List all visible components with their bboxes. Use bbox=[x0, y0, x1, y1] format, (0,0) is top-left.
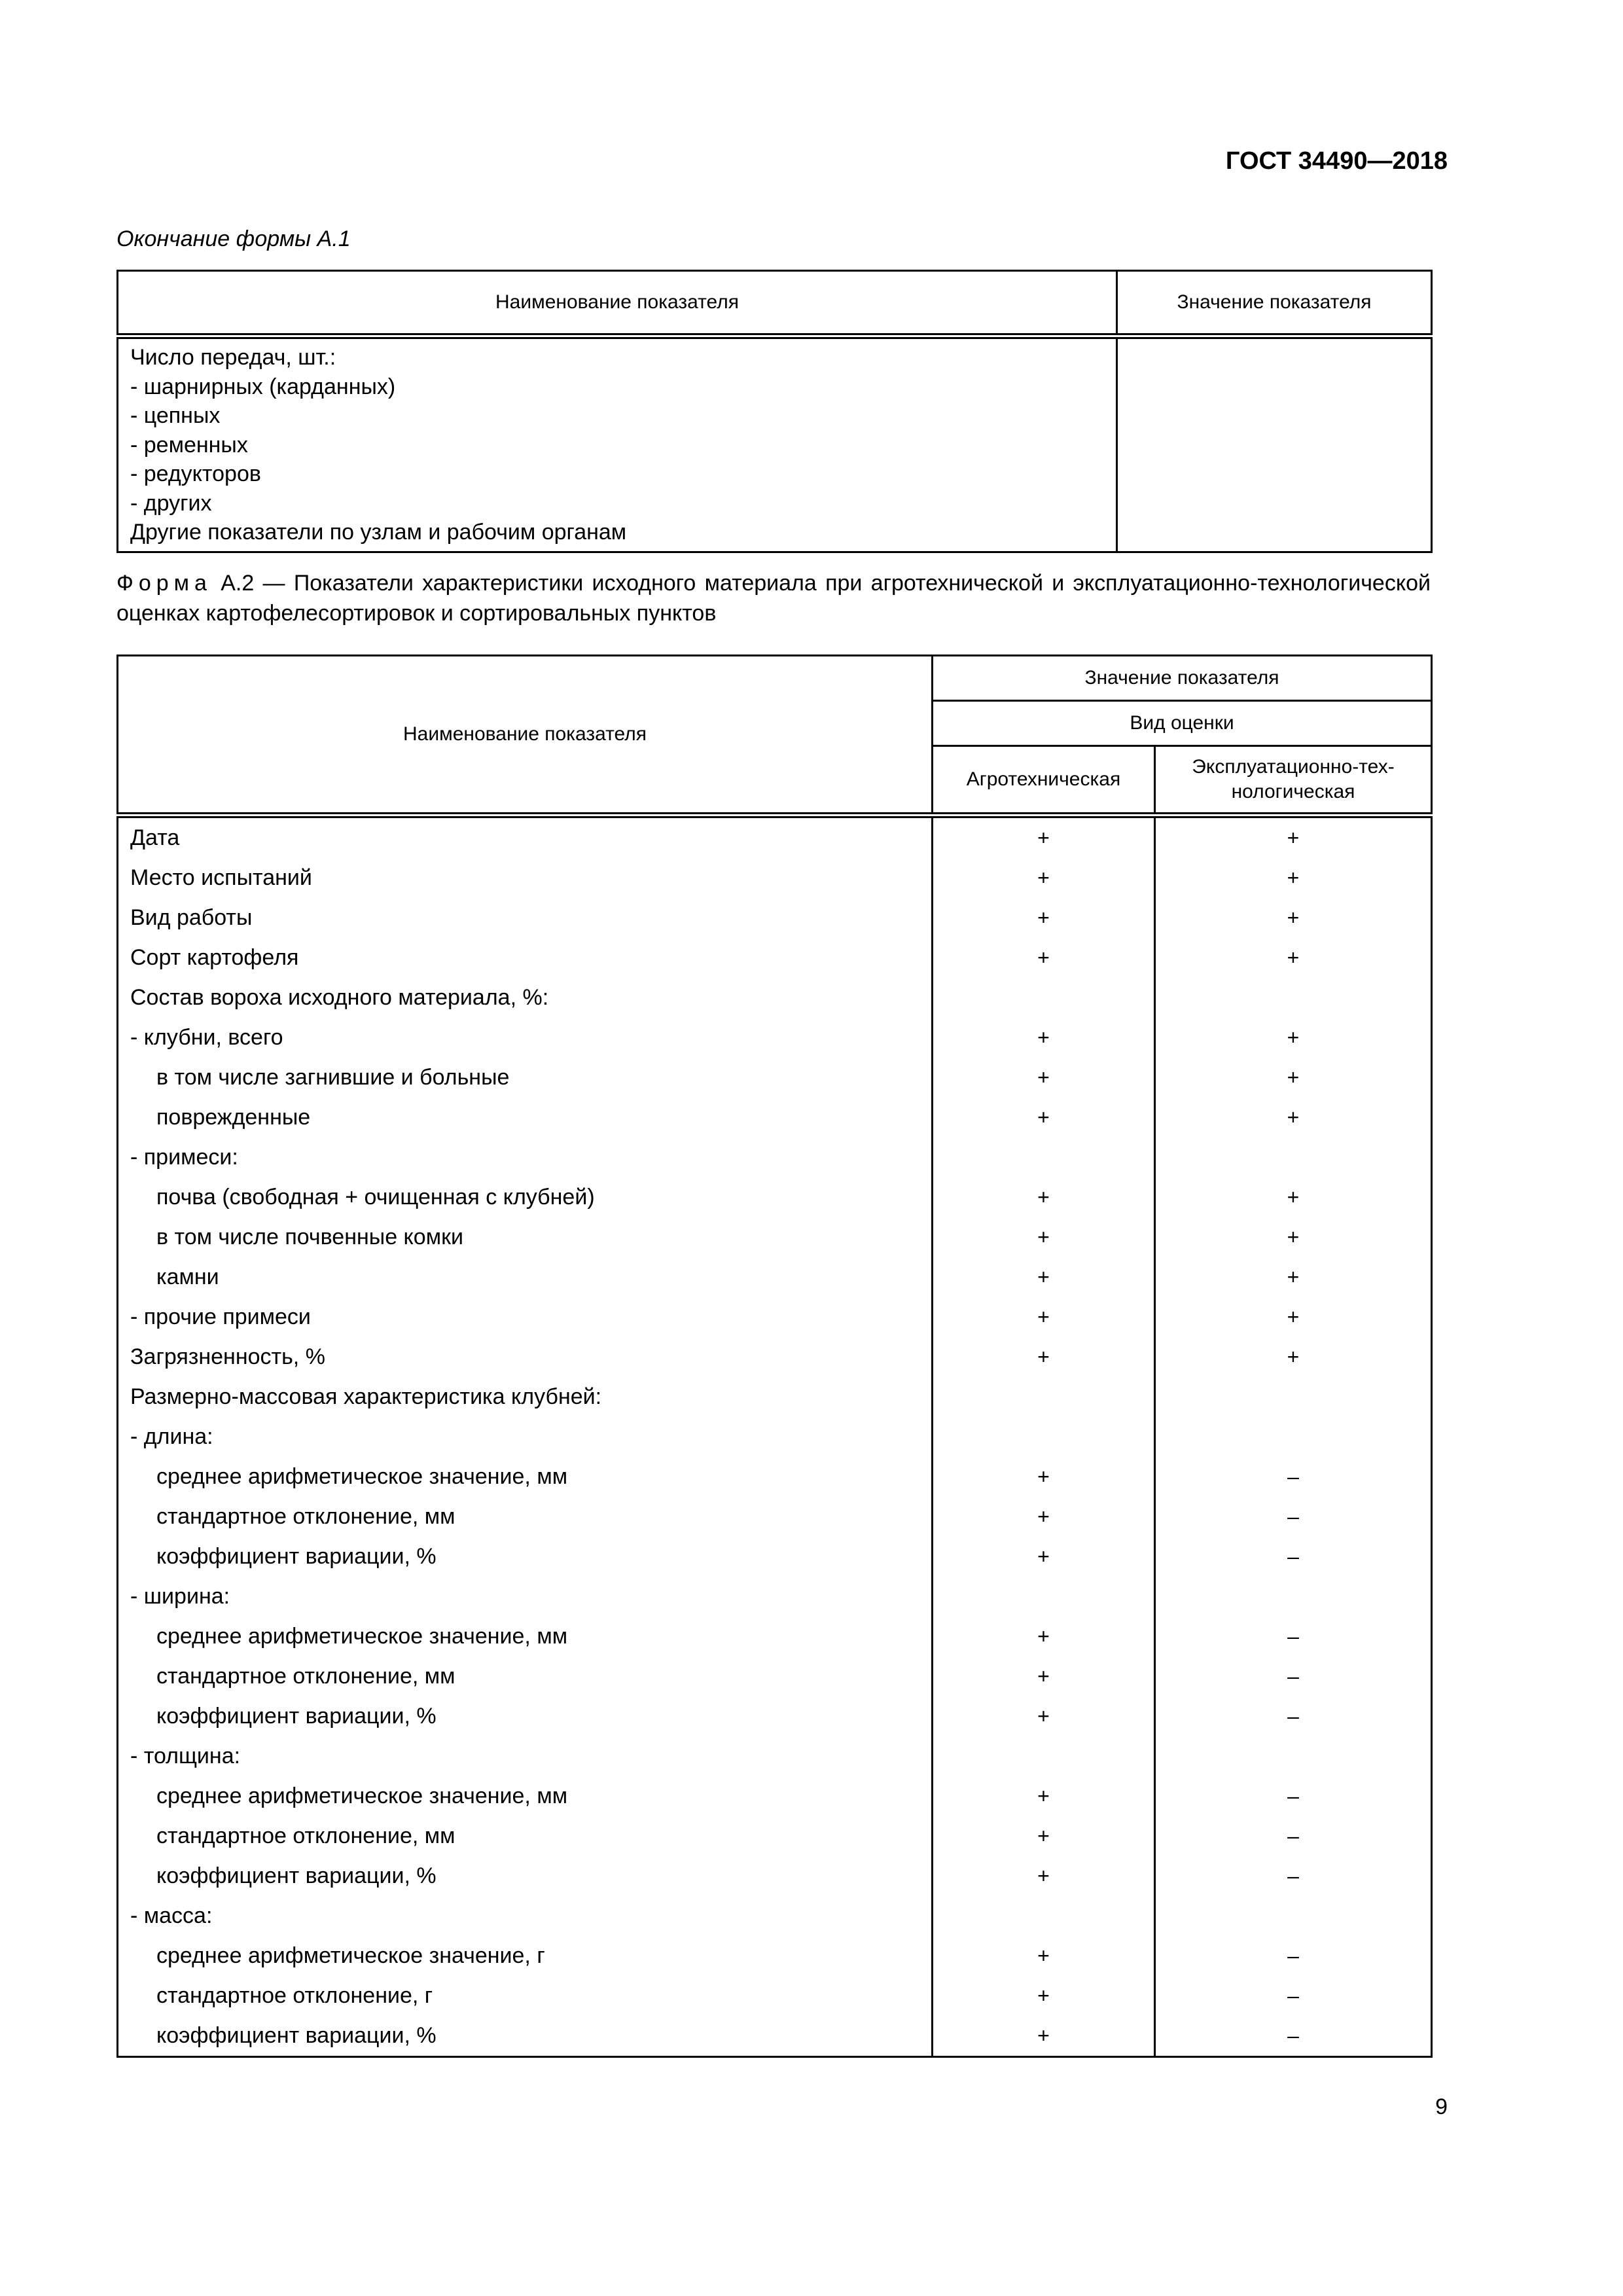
table-row bbox=[118, 1177, 1432, 1217]
operational-mark-cell bbox=[1155, 1138, 1432, 1177]
agrotechnical-mark-cell: + bbox=[933, 1217, 1155, 1257]
indicator-name-cell: коэффициент вариации, % bbox=[118, 1696, 933, 1736]
agrotechnical-mark-cell: + bbox=[933, 898, 1155, 938]
operational-mark-cell bbox=[1155, 978, 1432, 1018]
indicator-name-cell: - толщина: bbox=[118, 1736, 933, 1776]
table-row bbox=[118, 1936, 1432, 1976]
operational-mark-cell: + bbox=[1155, 1098, 1432, 1138]
agrotechnical-mark-cell bbox=[933, 978, 1155, 1018]
table-row bbox=[118, 1856, 1432, 1896]
operational-mark-cell: – bbox=[1155, 1696, 1432, 1736]
operational-mark-cell: – bbox=[1155, 1936, 1432, 1976]
table-row bbox=[118, 1377, 1432, 1417]
table-row bbox=[118, 1816, 1432, 1856]
operational-mark-cell: – bbox=[1155, 1856, 1432, 1896]
agrotechnical-mark-cell: + bbox=[933, 1657, 1155, 1696]
indicator-name-cell: среднее арифметическое значение, мм bbox=[118, 1617, 933, 1657]
operational-mark-cell: + bbox=[1155, 1257, 1432, 1297]
indicator-name-cell: коэффициент вариации, % bbox=[118, 1856, 933, 1896]
operational-mark-cell bbox=[1155, 1417, 1432, 1457]
table-row bbox=[118, 1776, 1432, 1816]
indicator-name-cell: Размерно-массовая характеристика клубней: bbox=[118, 1377, 933, 1417]
indicator-name-cell: среднее арифметическое значение, мм bbox=[118, 1457, 933, 1497]
agrotechnical-mark-cell bbox=[933, 1138, 1155, 1177]
form-label: Форма bbox=[116, 571, 212, 596]
form-a2-caption bbox=[116, 568, 1431, 628]
indicator-name-cell: Место испытаний bbox=[118, 858, 933, 898]
table-row bbox=[118, 1138, 1432, 1177]
indicator-line: Число передач, шт.: bbox=[130, 345, 336, 370]
table-row bbox=[118, 1257, 1432, 1297]
agrotechnical-mark-cell: + bbox=[933, 1936, 1155, 1976]
agrotechnical-mark-cell: + bbox=[933, 816, 1155, 859]
column-header-name: Наименование показателя bbox=[118, 271, 1117, 336]
agrotechnical-mark-cell: + bbox=[933, 1537, 1155, 1577]
table-row bbox=[118, 816, 1432, 859]
table-row bbox=[118, 858, 1432, 898]
agrotechnical-mark-cell: + bbox=[933, 1816, 1155, 1856]
standard-number: ГОСТ 34490—2018 bbox=[1225, 147, 1448, 175]
indicator-name-cell: стандартное отклонение, г bbox=[118, 1976, 933, 2016]
column-header-value: Значение показателя bbox=[1117, 271, 1432, 336]
agrotechnical-mark-cell: + bbox=[933, 1617, 1155, 1657]
agrotechnical-mark-cell: + bbox=[933, 1337, 1155, 1377]
operational-mark-cell: – bbox=[1155, 1497, 1432, 1537]
indicator-value-cell bbox=[1117, 336, 1432, 552]
agrotechnical-mark-cell: + bbox=[933, 1856, 1155, 1896]
indicator-line: Другие показатели по узлам и рабочим органам bbox=[130, 520, 627, 545]
indicator-name-cell: - масса: bbox=[118, 1896, 933, 1936]
indicator-name-cell: поврежденные bbox=[118, 1098, 933, 1138]
column-group-value: Значение показателя bbox=[933, 656, 1432, 701]
operational-mark-cell: + bbox=[1155, 1217, 1432, 1257]
operational-mark-cell: + bbox=[1155, 898, 1432, 938]
table-row bbox=[118, 1577, 1432, 1617]
agrotechnical-mark-cell: + bbox=[933, 858, 1155, 898]
table-row bbox=[118, 1058, 1432, 1098]
operational-mark-cell: + bbox=[1155, 816, 1432, 859]
agrotechnical-mark-cell bbox=[933, 1577, 1155, 1617]
operational-mark-cell: – bbox=[1155, 2016, 1432, 2057]
operational-mark-cell bbox=[1155, 1736, 1432, 1776]
agrotechnical-mark-cell: + bbox=[933, 1257, 1155, 1297]
indicator-name-cell: - клубни, всего bbox=[118, 1018, 933, 1058]
table-row bbox=[118, 1976, 1432, 2016]
table-row bbox=[118, 1696, 1432, 1736]
agrotechnical-mark-cell: + bbox=[933, 2016, 1155, 2057]
form-caption-text: А.2 — Показатели характеристики исходного материала при агротехнической и эксплуатационно-технологической оценках картофелесортировок и сортировальных пунктов bbox=[116, 571, 1431, 626]
agrotechnical-mark-cell: + bbox=[933, 1058, 1155, 1098]
indicator-name-cell: - примеси: bbox=[118, 1138, 933, 1177]
indicator-name-cell: Сорт картофеля bbox=[118, 938, 933, 978]
agrotechnical-mark-cell: + bbox=[933, 1497, 1155, 1537]
table-row bbox=[118, 1457, 1432, 1497]
indicator-line: - других bbox=[130, 490, 212, 516]
operational-mark-cell: – bbox=[1155, 1617, 1432, 1657]
indicator-name-cell: среднее арифметическое значение, мм bbox=[118, 1776, 933, 1816]
operational-mark-cell: – bbox=[1155, 1776, 1432, 1816]
table-row bbox=[118, 938, 1432, 978]
table-row bbox=[118, 1617, 1432, 1657]
column-header-name: Наименование показателя bbox=[118, 656, 933, 816]
operational-mark-cell: + bbox=[1155, 938, 1432, 978]
table-row bbox=[118, 1018, 1432, 1058]
operational-mark-cell bbox=[1155, 1377, 1432, 1417]
agrotechnical-mark-cell bbox=[933, 1417, 1155, 1457]
agrotechnical-mark-cell bbox=[933, 1377, 1155, 1417]
indicator-name-cell: в том числе почвенные комки bbox=[118, 1217, 933, 1257]
operational-mark-cell: + bbox=[1155, 1177, 1432, 1217]
agrotechnical-mark-cell: + bbox=[933, 1018, 1155, 1058]
column-header-agrotechnical: Агротехническая bbox=[933, 746, 1155, 816]
agrotechnical-mark-cell: + bbox=[933, 1297, 1155, 1337]
operational-mark-cell: + bbox=[1155, 858, 1432, 898]
operational-mark-cell: – bbox=[1155, 1537, 1432, 1577]
indicator-list-cell bbox=[118, 336, 1117, 552]
indicator-name-cell: Дата bbox=[118, 816, 933, 859]
indicator-name-cell: стандартное отклонение, мм bbox=[118, 1657, 933, 1696]
agrotechnical-mark-cell: + bbox=[933, 1976, 1155, 2016]
page-number: 9 bbox=[1435, 2094, 1448, 2119]
column-header-operational: Эксплуатационно-тех-нологическая bbox=[1155, 746, 1432, 816]
agrotechnical-mark-cell: + bbox=[933, 1696, 1155, 1736]
indicator-name-cell: - длина: bbox=[118, 1417, 933, 1457]
column-group-assessment: Вид оценки bbox=[933, 701, 1432, 746]
operational-mark-cell: – bbox=[1155, 1976, 1432, 2016]
table-form-a2 bbox=[116, 655, 1433, 2058]
indicator-line: - редукторов bbox=[130, 461, 261, 486]
table-row bbox=[118, 898, 1432, 938]
table-row bbox=[118, 1537, 1432, 1577]
agrotechnical-mark-cell: + bbox=[933, 1457, 1155, 1497]
table-row bbox=[118, 1896, 1432, 1936]
operational-mark-cell bbox=[1155, 1577, 1432, 1617]
table-row bbox=[118, 1337, 1432, 1377]
indicator-name-cell: стандартное отклонение, мм bbox=[118, 1816, 933, 1856]
table-row bbox=[118, 1297, 1432, 1337]
indicator-name-cell: - прочие примеси bbox=[118, 1297, 933, 1337]
table-row bbox=[118, 1417, 1432, 1457]
indicator-name-cell: в том числе загнившие и больные bbox=[118, 1058, 933, 1098]
table-row bbox=[118, 1217, 1432, 1257]
indicator-line: - шарнирных (карданных) bbox=[130, 374, 396, 399]
indicator-name-cell: почва (свободная + очищенная с клубней) bbox=[118, 1177, 933, 1217]
indicator-name-cell: Состав вороха исходного материала, %: bbox=[118, 978, 933, 1018]
table-row bbox=[118, 978, 1432, 1018]
agrotechnical-mark-cell: + bbox=[933, 1776, 1155, 1816]
operational-mark-cell: – bbox=[1155, 1457, 1432, 1497]
operational-mark-cell: – bbox=[1155, 1816, 1432, 1856]
indicator-name-cell: камни bbox=[118, 1257, 933, 1297]
operational-mark-cell: + bbox=[1155, 1297, 1432, 1337]
indicator-name-cell: стандартное отклонение, мм bbox=[118, 1497, 933, 1537]
indicator-name-cell: коэффициент вариации, % bbox=[118, 1537, 933, 1577]
agrotechnical-mark-cell: + bbox=[933, 1098, 1155, 1138]
agrotechnical-mark-cell bbox=[933, 1736, 1155, 1776]
indicator-name-cell: - ширина: bbox=[118, 1577, 933, 1617]
indicator-name-cell: среднее арифметическое значение, г bbox=[118, 1936, 933, 1976]
table-row bbox=[118, 1657, 1432, 1696]
table-row bbox=[118, 1497, 1432, 1537]
table-row bbox=[118, 1736, 1432, 1776]
table-row bbox=[118, 2016, 1432, 2057]
agrotechnical-mark-cell: + bbox=[933, 1177, 1155, 1217]
indicator-line: - цепных bbox=[130, 403, 221, 428]
indicator-name-cell: Вид работы bbox=[118, 898, 933, 938]
operational-mark-cell: + bbox=[1155, 1058, 1432, 1098]
operational-mark-cell: + bbox=[1155, 1018, 1432, 1058]
operational-mark-cell: + bbox=[1155, 1337, 1432, 1377]
agrotechnical-mark-cell bbox=[933, 1896, 1155, 1936]
indicator-line: - ременных bbox=[130, 432, 248, 457]
agrotechnical-mark-cell: + bbox=[933, 938, 1155, 978]
table-form-a1-end bbox=[116, 270, 1433, 553]
form-continuation-title: Окончание формы А.1 bbox=[116, 226, 351, 251]
indicator-name-cell: Загрязненность, % bbox=[118, 1337, 933, 1377]
operational-mark-cell: – bbox=[1155, 1657, 1432, 1696]
indicator-name-cell: коэффициент вариации, % bbox=[118, 2016, 933, 2057]
table-row bbox=[118, 1098, 1432, 1138]
operational-mark-cell bbox=[1155, 1896, 1432, 1936]
